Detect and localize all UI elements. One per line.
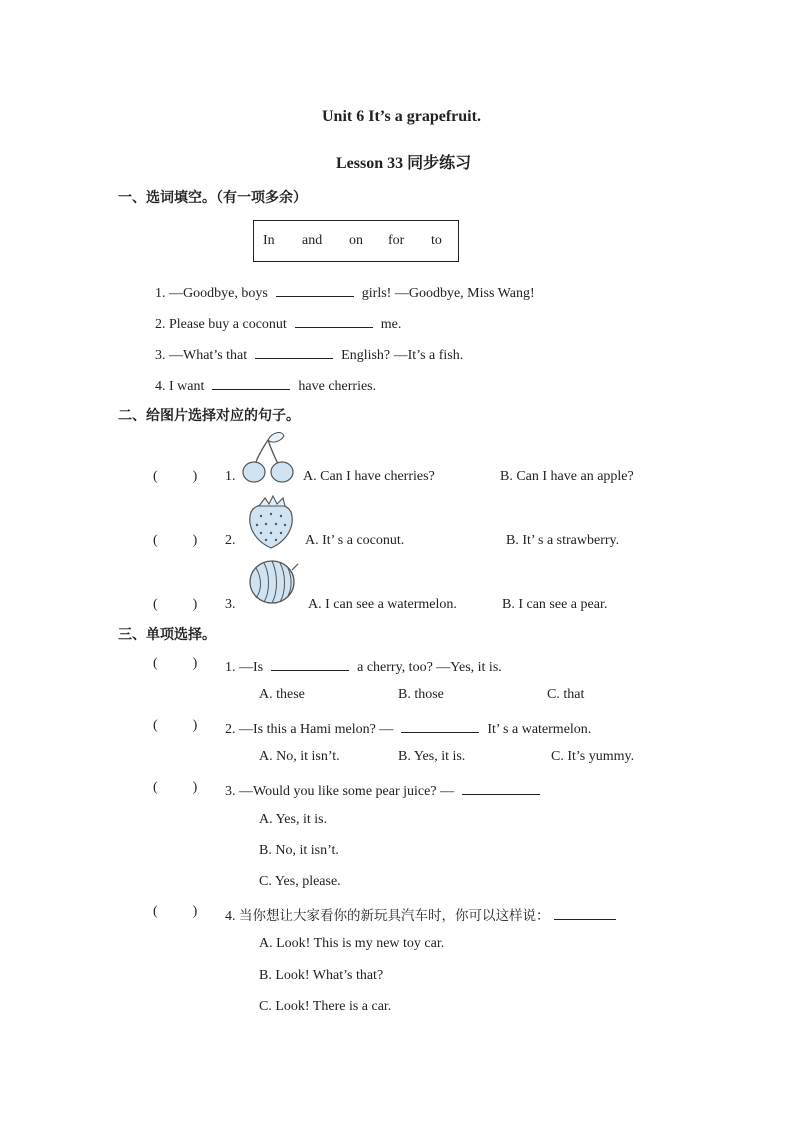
answer-blank[interactable] xyxy=(295,313,373,328)
option-b: B. It’ s a strawberry. xyxy=(506,533,620,548)
answer-blank[interactable] xyxy=(212,375,290,390)
item-number: 1. xyxy=(155,286,166,301)
item-number: 3. xyxy=(225,597,236,612)
option-a: A. I can see a watermelon. xyxy=(308,597,457,612)
fill-item xyxy=(155,313,401,333)
item-text-after: girls! —Goodbye, Miss Wang! xyxy=(361,286,535,301)
answer-parentheses[interactable]: ( ) xyxy=(153,656,198,671)
option-c: C. It’s yummy. xyxy=(551,749,635,764)
item-text-before: —Goodbye, boys xyxy=(169,286,268,301)
question xyxy=(225,718,591,738)
word-bank-word: on xyxy=(349,233,363,248)
item-text-after: me. xyxy=(380,317,402,332)
option-c: C. Yes, please. xyxy=(259,874,341,889)
answer-blank[interactable] xyxy=(276,282,354,297)
watermelon-icon xyxy=(246,558,302,606)
answer-blank[interactable] xyxy=(401,718,479,733)
option-b: B. those xyxy=(398,687,444,702)
option-b: B. Look! What’s that? xyxy=(259,968,384,983)
fill-item xyxy=(155,344,463,364)
item-text-after: English? —It’s a fish. xyxy=(341,348,464,363)
option-a: A. Can I have cherries? xyxy=(303,469,435,484)
option-c: C. that xyxy=(547,687,585,702)
question-text-after: It’ s a watermelon. xyxy=(487,722,592,737)
question-text-after: a cherry, too? —Yes, it is. xyxy=(357,660,502,675)
word-bank-word: and xyxy=(302,233,323,248)
item-number: 1. xyxy=(225,469,236,484)
option-b: B. No, it isn’t. xyxy=(259,843,339,858)
item-number: 2. xyxy=(225,533,236,548)
question-text-before: —Is xyxy=(239,660,264,675)
option-a: A. It’ s a coconut. xyxy=(305,533,405,548)
question xyxy=(225,904,616,925)
fill-item xyxy=(155,375,376,395)
item-number: 4. xyxy=(155,379,166,394)
item-number: 4. xyxy=(225,909,236,924)
option-a: A. these xyxy=(259,687,305,702)
option-a: A. Look! This is my new toy car. xyxy=(259,936,445,951)
section-1-heading: 一、选词填空。（有一项多余） xyxy=(118,190,307,206)
page-subtitle: Lesson 33 同步练习 xyxy=(336,155,472,172)
option-a: A. No, it isn’t. xyxy=(259,749,340,764)
answer-parentheses[interactable]: ( ) xyxy=(153,780,198,795)
answer-parentheses[interactable]: ( ) xyxy=(153,597,198,612)
answer-parentheses[interactable]: ( ) xyxy=(153,904,198,919)
word-bank-word: for xyxy=(388,233,405,248)
option-b: B. Yes, it is. xyxy=(398,749,466,764)
answer-parentheses[interactable]: ( ) xyxy=(153,469,198,484)
answer-parentheses[interactable]: ( ) xyxy=(153,718,198,733)
item-number: 1. xyxy=(225,660,236,675)
item-number: 3. xyxy=(225,784,236,799)
section-2-heading: 二、给图片选择对应的句子。 xyxy=(118,408,300,424)
item-text-before: I want xyxy=(169,379,205,394)
question-text-before: —Would you like some pear juice? — xyxy=(239,784,455,799)
question-text-before: —Is this a Hami melon? — xyxy=(239,722,394,737)
cherries-icon xyxy=(240,432,300,484)
strawberry-icon xyxy=(245,494,297,550)
section-3-heading: 三、单项选择。 xyxy=(118,627,216,643)
item-text-before: Please buy a coconut xyxy=(169,317,287,332)
option-c: C. Look! There is a car. xyxy=(259,999,392,1014)
item-number: 2. xyxy=(225,722,236,737)
item-number: 3. xyxy=(155,348,166,363)
question xyxy=(225,656,502,676)
item-number: 2. xyxy=(155,317,166,332)
fill-item xyxy=(155,282,535,302)
question-text-before: 当你想让大家看你的新玩具汽车时，你可以这样说： xyxy=(239,908,550,924)
option-a: A. Yes, it is. xyxy=(259,812,328,827)
answer-blank[interactable] xyxy=(271,656,349,671)
question xyxy=(225,780,548,800)
answer-blank[interactable] xyxy=(554,905,616,920)
answer-blank[interactable] xyxy=(462,780,540,795)
answer-parentheses[interactable]: ( ) xyxy=(153,533,198,548)
item-text-after: have cherries. xyxy=(298,379,377,394)
option-b: B. Can I have an apple? xyxy=(500,469,634,484)
word-bank-word: to xyxy=(431,233,442,248)
answer-blank[interactable] xyxy=(255,344,333,359)
item-text-before: —What’s that xyxy=(169,348,248,363)
page-title: Unit 6 It’s a grapefruit. xyxy=(322,108,481,125)
word-bank-word: In xyxy=(263,233,275,248)
option-b: B. I can see a pear. xyxy=(502,597,608,612)
word-bank-box xyxy=(253,220,459,262)
